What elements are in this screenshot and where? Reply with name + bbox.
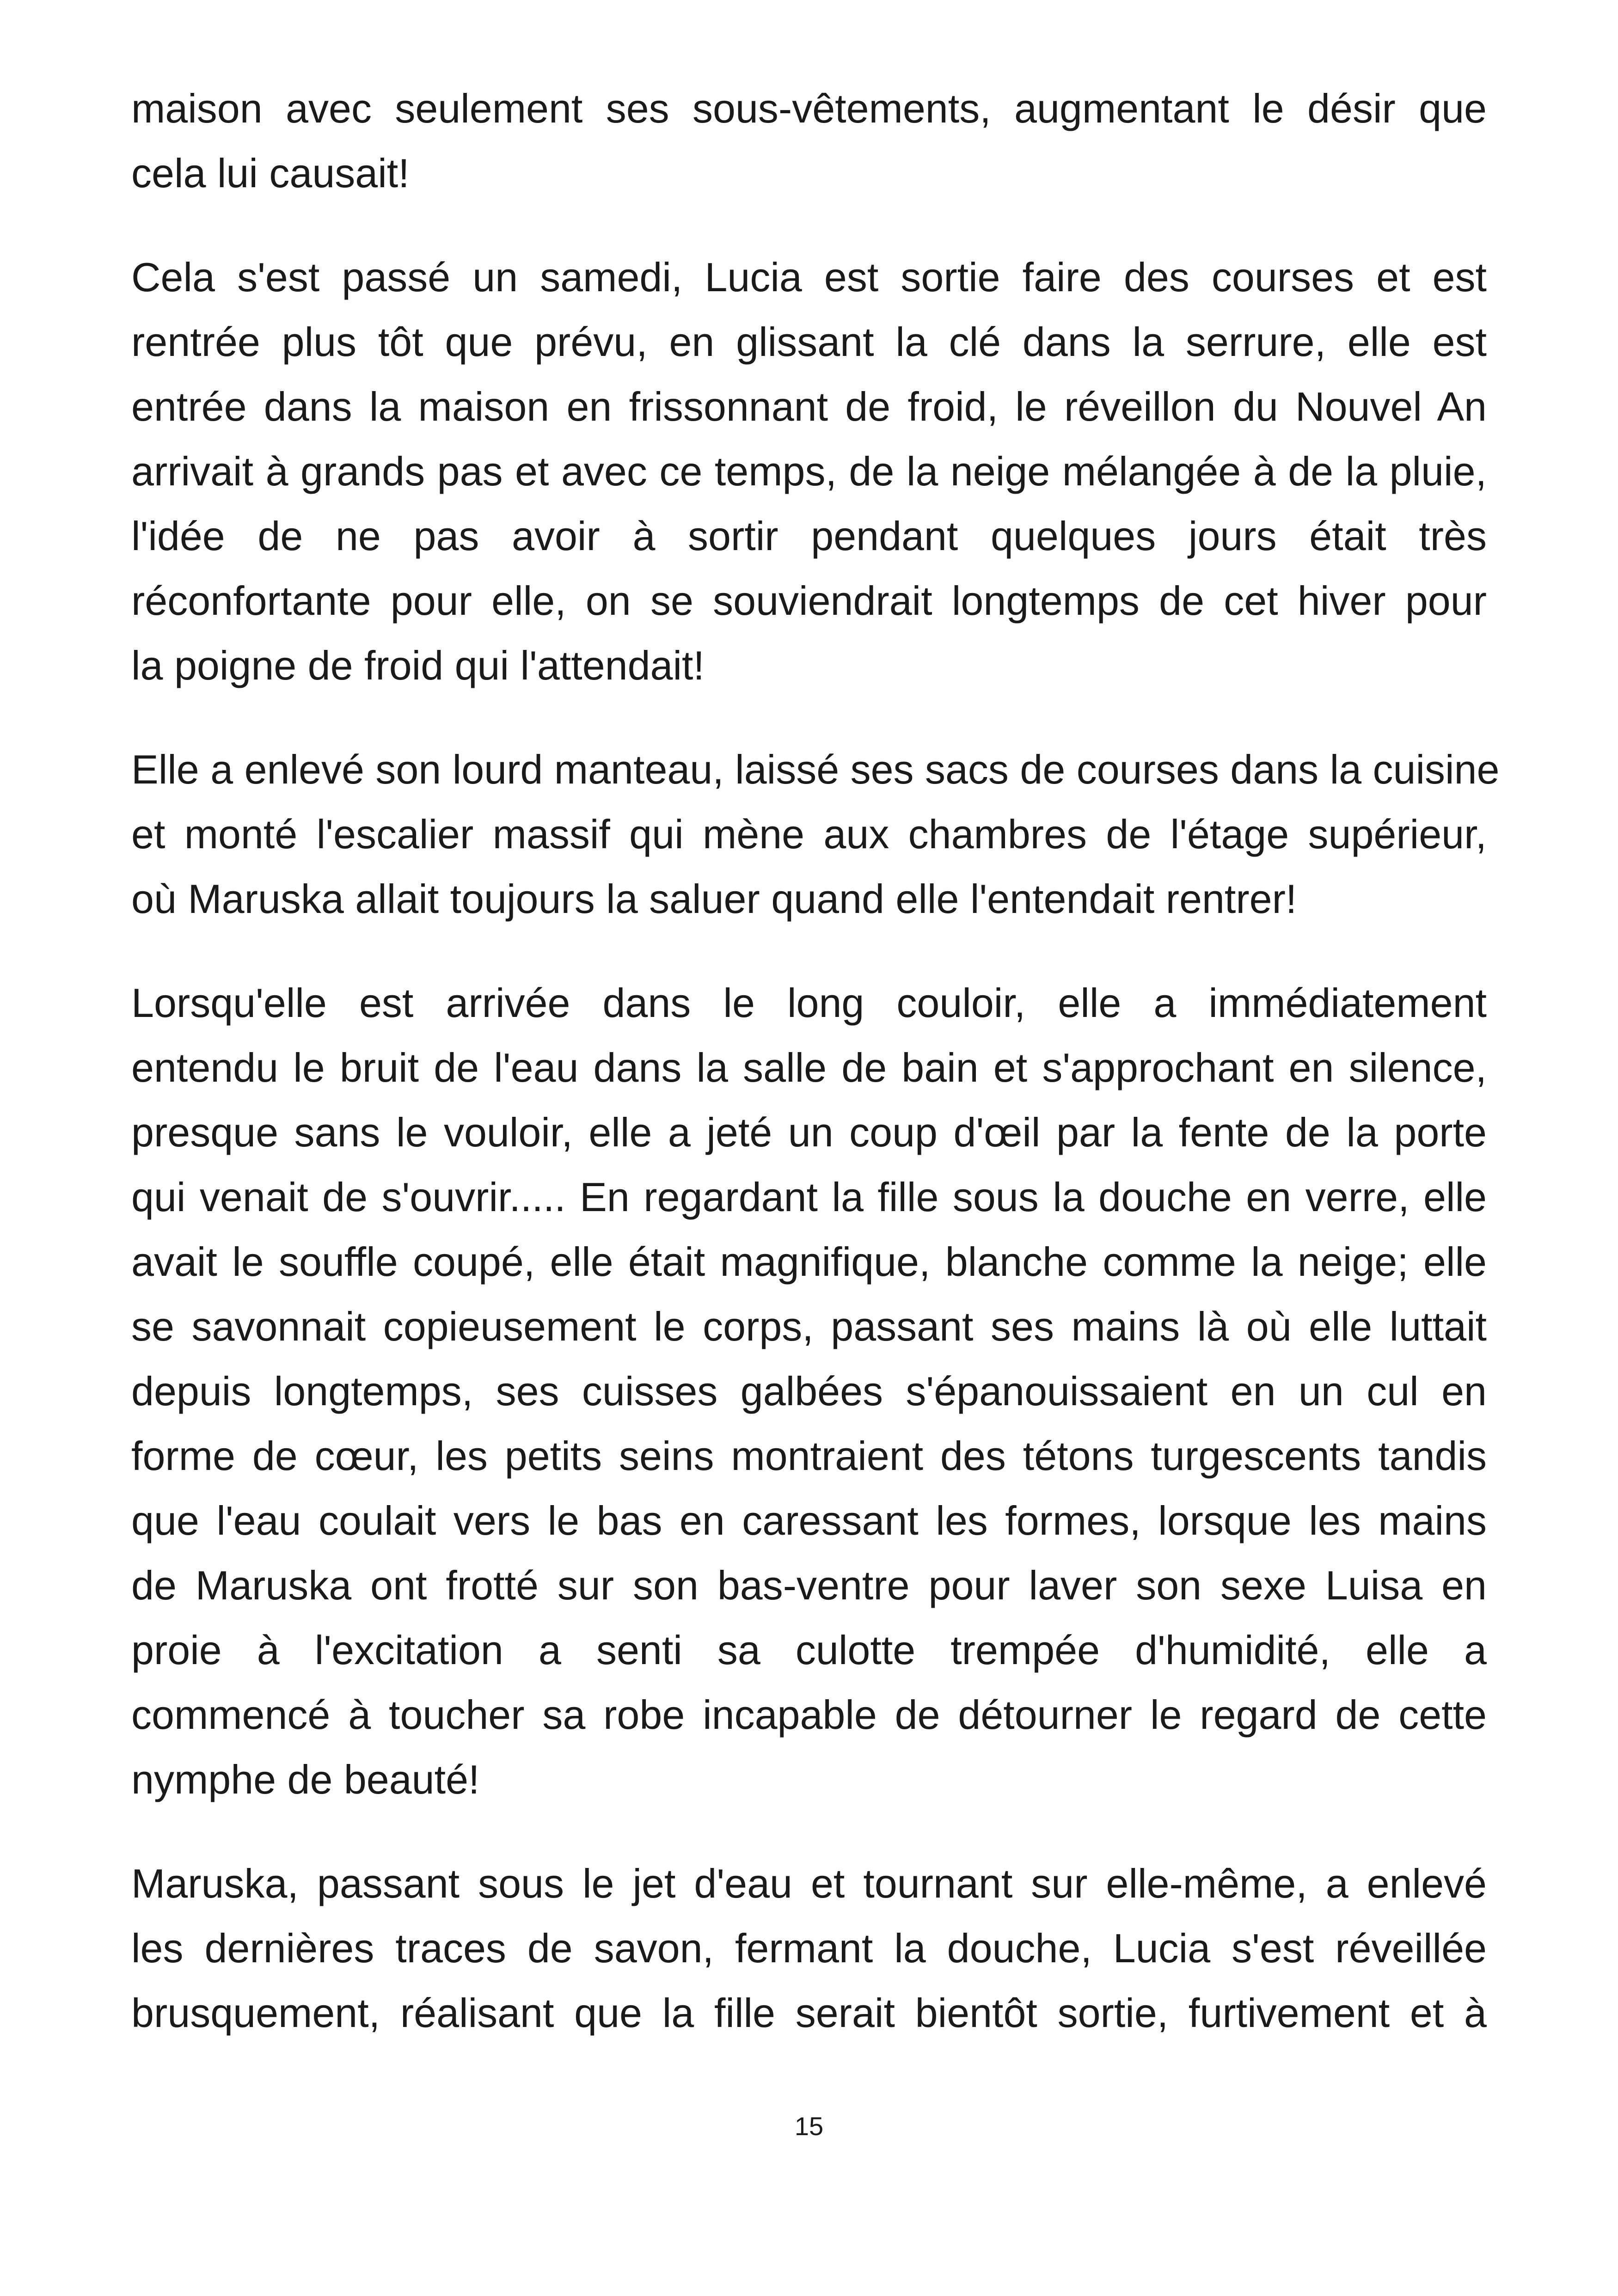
paragraph-4-line-5: avait le souffle coupé, elle était magnifique, blanche comme la neige; elle <box>131 1239 1487 1285</box>
paragraph-2-line-7: la poigne de froid qui l'attendait! <box>131 643 705 688</box>
paragraph-4-line-8: forme de cœur, les petits seins montraient des tétons turgescents tandis <box>131 1433 1487 1479</box>
paragraph-2-line-2: rentrée plus tôt que prévu, en glissant la clé dans la serrure, elle est <box>131 319 1487 365</box>
paragraph-4-line-13: nymphe de beauté! <box>131 1757 480 1802</box>
paragraph-5-line-3: brusquement, réalisant que la fille serait bientôt sortie, furtivement et à <box>131 1990 1487 2036</box>
paragraph-4-line-12: commencé à toucher sa robe incapable de détourner le regard de cette <box>131 1692 1487 1738</box>
paragraph-4-line-1: Lorsqu'elle est arrivée dans le long couloir, elle a immédiatement <box>131 980 1487 1026</box>
page-number: 15 <box>794 2112 824 2141</box>
paragraph-2-line-6: réconfortante pour elle, on se souviendrait longtemps de cet hiver pour <box>131 578 1487 624</box>
paragraph-4-line-10: de Maruska ont frotté sur son bas-ventre pour laver son sexe Luisa en <box>131 1562 1487 1608</box>
paragraph-4-line-9: que l'eau coulait vers le bas en caressant les formes, lorsque les mains <box>131 1498 1487 1543</box>
paragraph-1-line-1: maison avec seulement ses sous-vêtements, augmentant le désir que <box>131 86 1487 131</box>
paragraph-4-line-2: entendu le bruit de l'eau dans la salle de bain et s'approchant en silence, <box>131 1045 1487 1090</box>
paragraph-2-line-3: entrée dans la maison en frissonnant de froid, le réveillon du Nouvel An <box>131 384 1487 429</box>
paragraph-4-line-6: se savonnait copieusement le corps, passant ses mains là où elle luttait <box>131 1304 1487 1349</box>
paragraph-4-line-4: qui venait de s'ouvrir..... En regardant la fille sous la douche en verre, elle <box>131 1174 1487 1220</box>
paragraph-2-line-5: l'idée de ne pas avoir à sortir pendant quelques jours était très <box>131 513 1487 559</box>
paragraph-5-line-2: les dernières traces de savon, fermant la douche, Lucia s'est réveillée <box>131 1925 1487 1971</box>
paragraph-1-line-2: cela lui causait! <box>131 150 410 196</box>
paragraph-4-line-3: presque sans le vouloir, elle a jeté un coup d'œil par la fente de la porte <box>131 1109 1487 1155</box>
paragraph-3-line-2: et monté l'escalier massif qui mène aux chambres de l'étage supérieur, <box>131 811 1487 857</box>
paragraph-4-line-11: proie à l'excitation a senti sa culotte trempée d'humidité, elle a <box>131 1627 1487 1673</box>
paragraph-3-line-3: où Maruska allait toujours la saluer quand elle l'entendait rentrer! <box>131 876 1297 922</box>
paragraph-5-line-1: Maruska, passant sous le jet d'eau et tournant sur elle-même, a enlevé <box>131 1861 1487 1906</box>
paragraph-2-line-4: arrivait à grands pas et avec ce temps, de la neige mélangée à de la pluie, <box>131 448 1487 494</box>
paragraph-4-line-7: depuis longtemps, ses cuisses galbées s'épanouissaient en un cul en <box>131 1368 1487 1414</box>
paragraph-2-line-1: Cela s'est passé un samedi, Lucia est sortie faire des courses et est <box>131 254 1487 300</box>
paragraph-3-line-1: Elle a enlevé son lourd manteau, laissé ses sacs de courses dans la cuisine <box>131 747 1500 792</box>
